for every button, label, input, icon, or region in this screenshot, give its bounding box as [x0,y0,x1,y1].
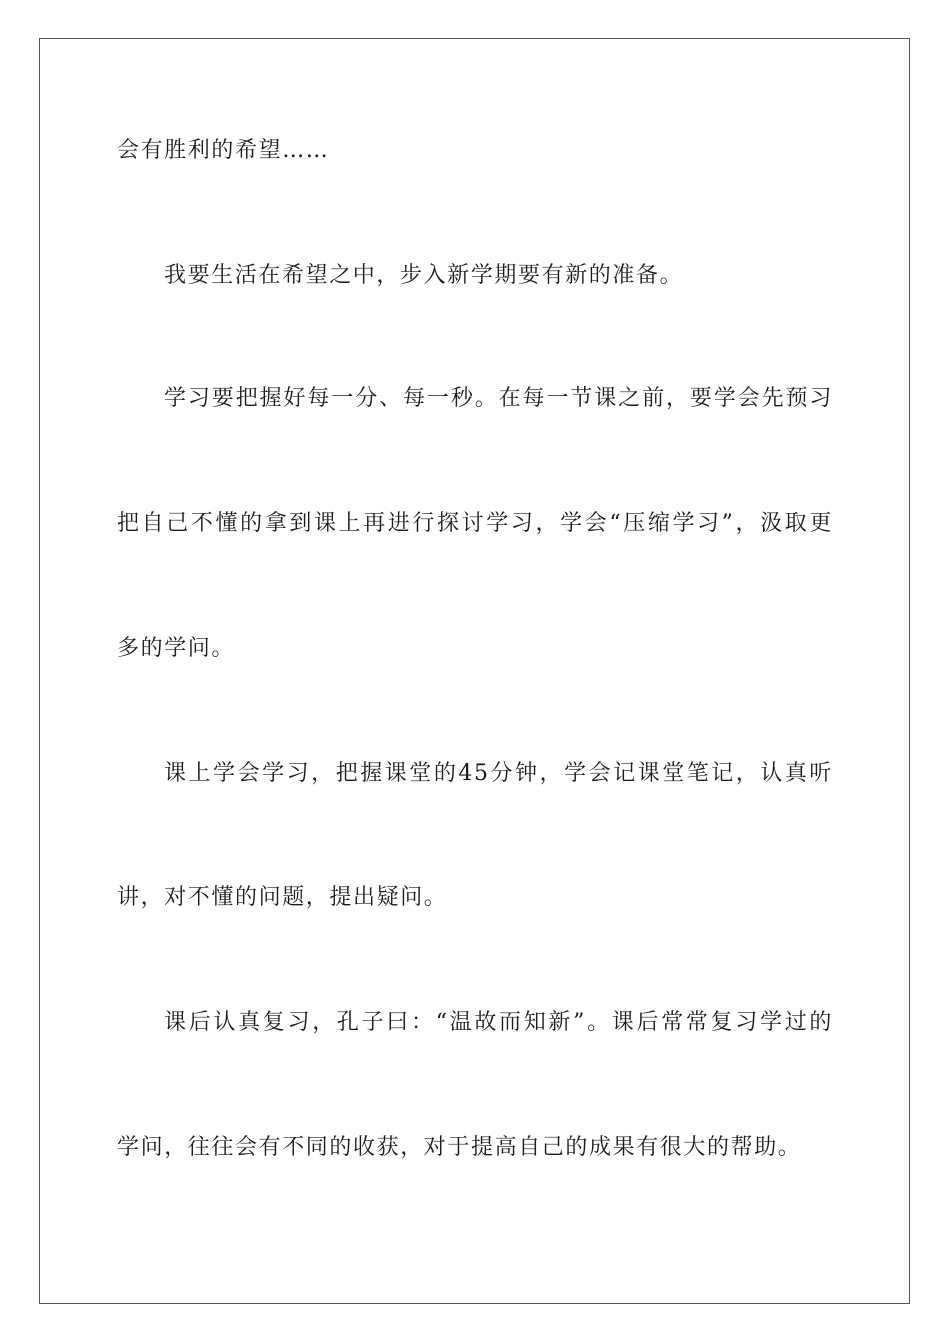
text-line-2: 我要生活在希望之中，步入新学期要有新的准备。 [164,263,684,288]
text-line-8: 课后认真复习，孔子曰：“温故而知新”。课后常常复习学过的 [164,1010,833,1035]
text-line-6: 课上学会学习，把握课堂的45分钟，学会记课堂笔记，认真听 [164,761,833,786]
text-line-4: 把自己不懂的拿到课上再进行探讨学习，学会“压缩学习”，汲取更 [117,511,833,536]
text-line-3: 学习要把握好每一分、每一秒。在每一节课之前，要学会先预习 [164,386,833,411]
text-line-9: 学问，往往会有不同的收获，对于提高自己的成果有很大的帮助。 [117,1135,802,1160]
page-frame [39,38,910,1304]
text-line-7: 讲，对不懂的问题，提出疑问。 [117,885,448,910]
text-line-1: 会有胜利的希望…… [117,138,330,163]
text-line-5: 多的学问。 [117,636,236,661]
